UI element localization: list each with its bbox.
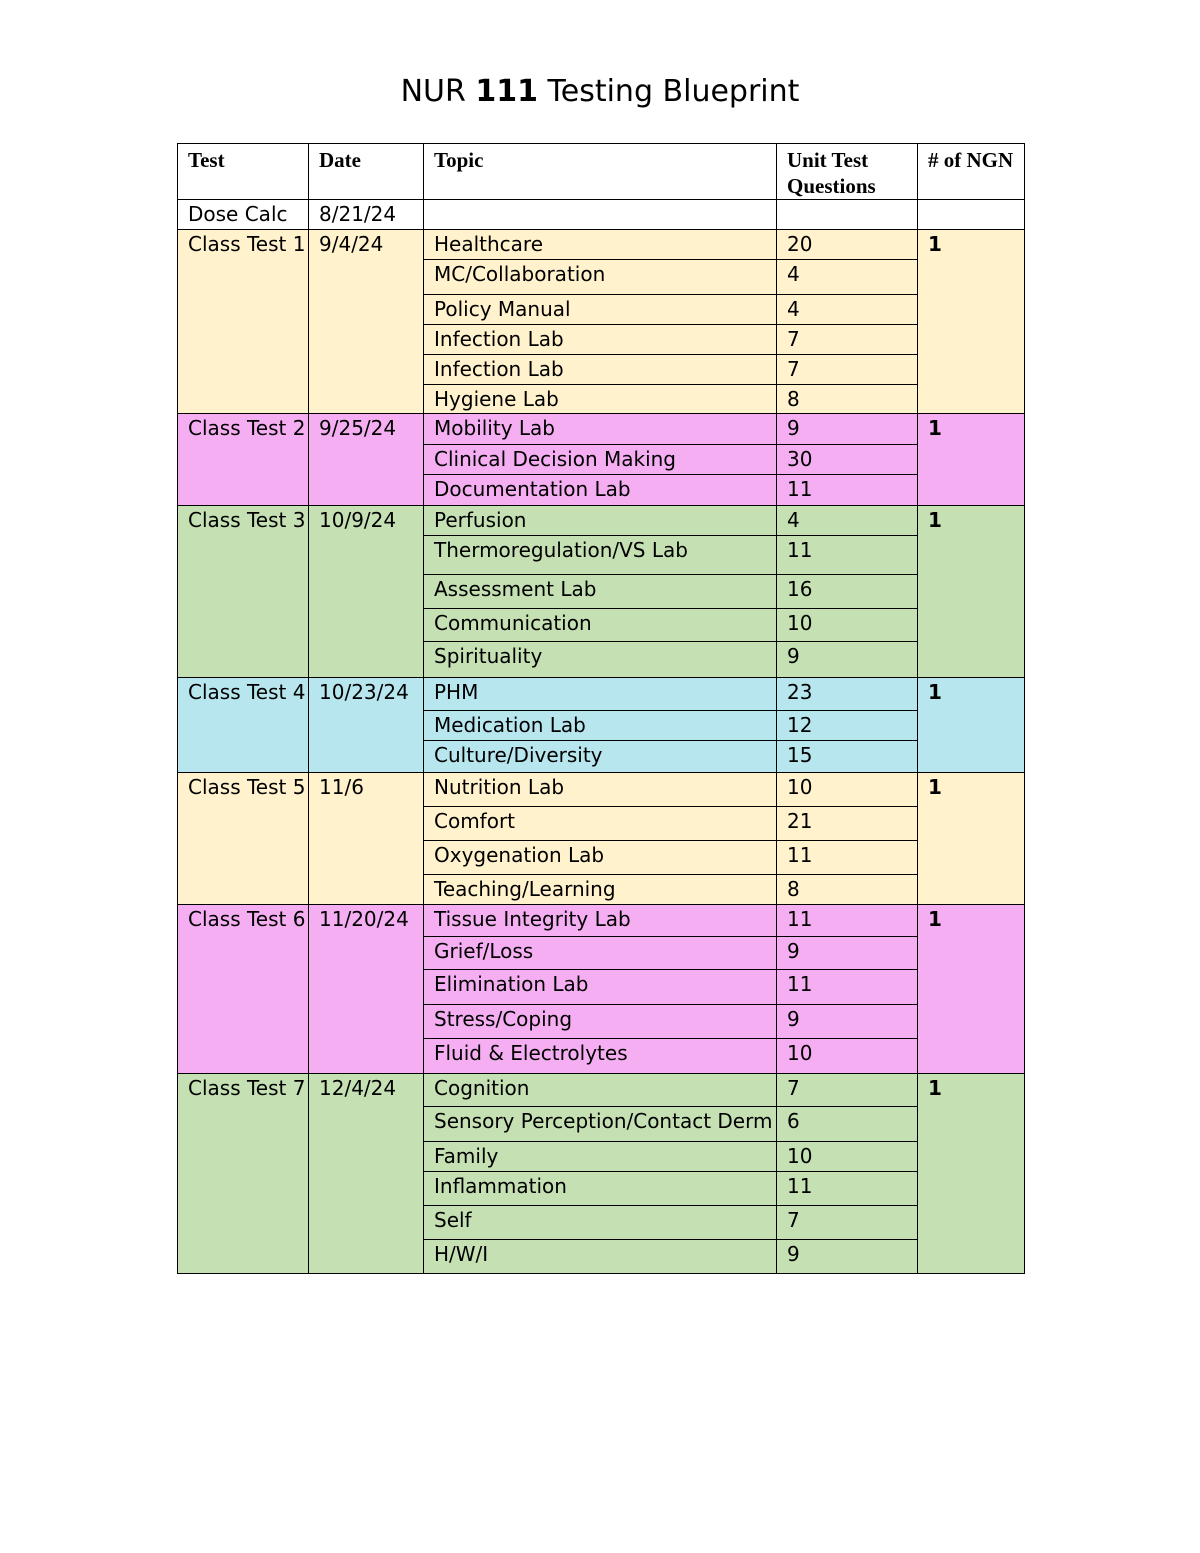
topic-cell: Teaching/Learning: [424, 875, 777, 905]
topic-cell: Nutrition Lab: [424, 773, 777, 807]
table-row: [178, 905, 1025, 937]
questions-cell: 11: [777, 536, 918, 575]
table-row: [178, 414, 1025, 445]
questions-cell: 10: [777, 1142, 918, 1172]
topic-cell: MC/Collaboration: [424, 260, 777, 295]
header-questions: Unit Test Questions: [777, 144, 918, 200]
topic-cell: H/W/I: [424, 1240, 777, 1274]
title-suffix: Testing Blueprint: [537, 74, 800, 109]
questions-cell: 9: [777, 414, 918, 445]
dose-calc-row: [178, 200, 1025, 230]
topic-cell: Tissue Integrity Lab: [424, 905, 777, 937]
dose-calc-questions: [777, 200, 918, 230]
topic-cell: Mobility Lab: [424, 414, 777, 445]
questions-cell: 11: [777, 970, 918, 1005]
questions-cell: 30: [777, 445, 918, 475]
topic-cell: Cognition: [424, 1074, 777, 1107]
table-row: [178, 506, 1025, 536]
questions-cell: 9: [777, 642, 918, 678]
questions-cell: 7: [777, 355, 918, 385]
questions-cell: 7: [777, 1074, 918, 1107]
topic-cell: Clinical Decision Making: [424, 445, 777, 475]
test-date-cell: 11/6: [309, 773, 424, 905]
ngn-cell: 1: [918, 230, 1025, 414]
questions-cell: 16: [777, 575, 918, 609]
topic-cell: Fluid & Electrolytes: [424, 1039, 777, 1074]
questions-cell: 4: [777, 260, 918, 295]
questions-cell: 6: [777, 1107, 918, 1142]
questions-cell: 9: [777, 937, 918, 970]
topic-cell: Self: [424, 1206, 777, 1240]
dose-calc-test: Dose Calc: [178, 200, 309, 230]
questions-cell: 4: [777, 506, 918, 536]
questions-cell: 15: [777, 741, 918, 773]
test-name-cell: Class Test 6: [178, 905, 309, 1074]
topic-cell: Grief/Loss: [424, 937, 777, 970]
test-name-cell: Class Test 3: [178, 506, 309, 678]
topic-cell: Infection Lab: [424, 355, 777, 385]
ngn-cell: 1: [918, 905, 1025, 1074]
ngn-cell: 1: [918, 773, 1025, 905]
topic-cell: Culture/Diversity: [424, 741, 777, 773]
page-title: [0, 74, 1200, 109]
table-row: [178, 773, 1025, 807]
test-name-cell: Class Test 5: [178, 773, 309, 905]
questions-cell: 9: [777, 1240, 918, 1274]
test-date-cell: 11/20/24: [309, 905, 424, 1074]
dose-calc-ngn: [918, 200, 1025, 230]
title-number: 111: [475, 74, 538, 109]
questions-cell: 20: [777, 230, 918, 260]
header-ngn: # of NGN: [918, 144, 1025, 200]
topic-cell: Infection Lab: [424, 325, 777, 355]
topic-cell: Hygiene Lab: [424, 385, 777, 414]
topic-cell: Sensory Perception/Contact Derm: [424, 1107, 777, 1142]
test-date-cell: 10/9/24: [309, 506, 424, 678]
header-row: [178, 144, 1025, 200]
questions-cell: 4: [777, 295, 918, 325]
header-topic: Topic: [424, 144, 777, 200]
questions-cell: 11: [777, 1172, 918, 1206]
questions-cell: 10: [777, 773, 918, 807]
topic-cell: Elimination Lab: [424, 970, 777, 1005]
questions-cell: 21: [777, 807, 918, 841]
topic-cell: Spirituality: [424, 642, 777, 678]
test-name-cell: Class Test 4: [178, 678, 309, 773]
questions-cell: 9: [777, 1005, 918, 1039]
topic-cell: Stress/Coping: [424, 1005, 777, 1039]
topic-cell: Oxygenation Lab: [424, 841, 777, 875]
dose-calc-date: 8/21/24: [309, 200, 424, 230]
header-test: Test: [178, 144, 309, 200]
topic-cell: Thermoregulation/VS Lab: [424, 536, 777, 575]
topic-cell: Family: [424, 1142, 777, 1172]
questions-cell: 10: [777, 1039, 918, 1074]
topic-cell: Communication: [424, 609, 777, 642]
title-prefix: NUR: [400, 74, 476, 109]
test-date-cell: 12/4/24: [309, 1074, 424, 1274]
dose-calc-topic: [424, 200, 777, 230]
questions-cell: 10: [777, 609, 918, 642]
ngn-cell: 1: [918, 506, 1025, 678]
ngn-cell: 1: [918, 678, 1025, 773]
topic-cell: Healthcare: [424, 230, 777, 260]
topic-cell: Documentation Lab: [424, 475, 777, 506]
topic-cell: Perfusion: [424, 506, 777, 536]
questions-cell: 8: [777, 875, 918, 905]
header-date: Date: [309, 144, 424, 200]
questions-cell: 7: [777, 325, 918, 355]
topic-cell: Comfort: [424, 807, 777, 841]
questions-cell: 11: [777, 841, 918, 875]
questions-cell: 7: [777, 1206, 918, 1240]
test-date-cell: 10/23/24: [309, 678, 424, 773]
questions-cell: 12: [777, 711, 918, 741]
topic-cell: Inflammation: [424, 1172, 777, 1206]
topic-cell: Medication Lab: [424, 711, 777, 741]
test-name-cell: Class Test 1: [178, 230, 309, 414]
blueprint-table: [177, 143, 1025, 1274]
ngn-cell: 1: [918, 414, 1025, 506]
table-row: [178, 678, 1025, 711]
topic-cell: PHM: [424, 678, 777, 711]
test-date-cell: 9/25/24: [309, 414, 424, 506]
table-row: [178, 230, 1025, 260]
ngn-cell: 1: [918, 1074, 1025, 1274]
test-name-cell: Class Test 7: [178, 1074, 309, 1274]
questions-cell: 23: [777, 678, 918, 711]
questions-cell: 11: [777, 475, 918, 506]
topic-cell: Assessment Lab: [424, 575, 777, 609]
questions-cell: 11: [777, 905, 918, 937]
topic-cell: Policy Manual: [424, 295, 777, 325]
test-date-cell: 9/4/24: [309, 230, 424, 414]
test-name-cell: Class Test 2: [178, 414, 309, 506]
questions-cell: 8: [777, 385, 918, 414]
table-row: [178, 1074, 1025, 1107]
